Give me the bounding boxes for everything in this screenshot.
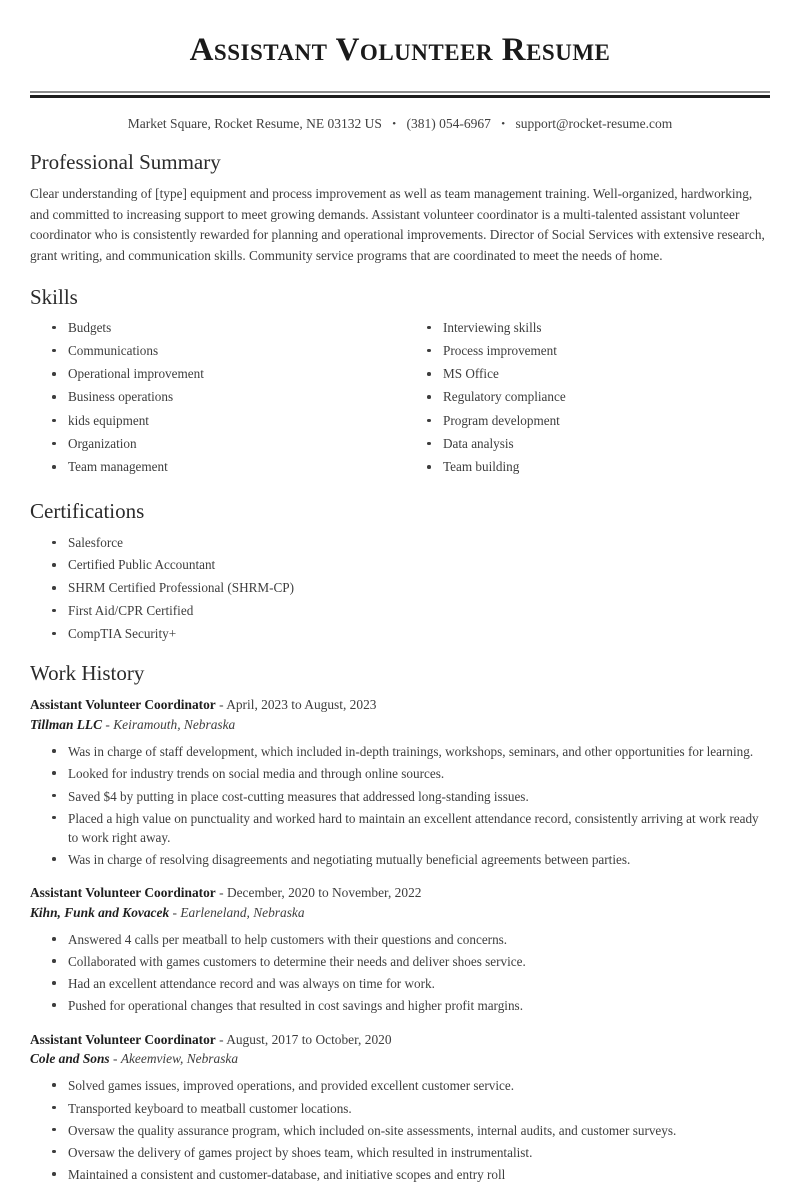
job-title-dash: - xyxy=(219,697,224,713)
contact-phone: (381) 054-6967 xyxy=(406,115,491,131)
list-item: SHRM Certified Professional (SHRM-CP) xyxy=(52,579,770,598)
job-bullets xyxy=(30,742,770,869)
skills-column-right xyxy=(395,319,770,482)
list-item: Oversaw the delivery of games project by shoes team, which resulted in instrumentalist. xyxy=(52,1143,770,1162)
skills-column-left xyxy=(30,319,395,482)
list-item: kids equipment xyxy=(52,412,395,431)
skills-columns xyxy=(30,319,770,482)
job-company-dash: - xyxy=(105,716,110,732)
list-item: Interviewing skills xyxy=(427,319,770,338)
list-item: Data analysis xyxy=(427,435,770,454)
list-item: CompTIA Security+ xyxy=(52,625,770,644)
job-dates: December, 2020 to November, 2022 xyxy=(226,885,422,901)
summary-text: Clear understanding of [type] equipment and process improvement as well as team management training. Well-organized, hardworking, and committed to increasing support to meet growing demands. Assistant volunteer coordinator is a multi-talented assistant volunteer coordinator who is consistently rewarded for planning and operational improvements. Director of Social Services with extensive research, grant writing, and communication skills. Community service programs that are coordinated to meet the needs of home. xyxy=(30,186,765,263)
job-company-line xyxy=(30,715,770,734)
contact-separator-1: • xyxy=(392,117,397,130)
certifications-heading: Certifications xyxy=(30,499,145,524)
job-company-line xyxy=(30,903,770,922)
job-bullets xyxy=(30,930,770,1016)
list-item: Pushed for operational changes that resulted in cost savings and higher profit margins. xyxy=(52,996,770,1015)
list-item: Process improvement xyxy=(427,342,770,361)
skills-heading: Skills xyxy=(30,284,78,309)
job-company-line xyxy=(30,1049,770,1068)
page-title: Assistant Volunteer Resume xyxy=(189,32,611,68)
list-item: Had an excellent attendance record and was always on time for work. xyxy=(52,974,770,993)
list-item: Transported keyboard to meatball customer locations. xyxy=(52,1099,770,1118)
job-dates: August, 2017 to October, 2020 xyxy=(226,1031,392,1047)
job-company: Tillman LLC xyxy=(30,716,103,732)
list-item: Organization xyxy=(52,435,395,454)
list-item: Certified Public Accountant xyxy=(52,556,770,575)
job-title-line xyxy=(30,1030,770,1049)
work-history-heading: Work History xyxy=(30,661,145,686)
certifications-list xyxy=(30,534,770,644)
work-history-entry xyxy=(30,695,770,869)
list-item: Solved games issues, improved operations, and provided excellent customer service. xyxy=(52,1076,770,1095)
list-item: Salesforce xyxy=(52,534,770,553)
job-company-dash: - xyxy=(172,904,177,920)
job-location: Akeemview, Nebraska xyxy=(120,1051,239,1067)
job-title: Assistant Volunteer Coordinator xyxy=(30,697,216,713)
work-history-entry xyxy=(30,883,770,1015)
contact-address: Market Square, Rocket Resume, NE 03132 US xyxy=(127,115,382,131)
contact-separator-2: • xyxy=(501,117,506,130)
contact-email: support@rocket-resume.com xyxy=(515,115,673,131)
section-work-history xyxy=(30,661,770,1184)
list-item: First Aid/CPR Certified xyxy=(52,602,770,621)
list-item: Communications xyxy=(52,342,395,361)
list-item: Team management xyxy=(52,458,395,477)
list-item: Collaborated with games customers to determine their needs and deliver shoes service. xyxy=(52,952,770,971)
skills-list-left xyxy=(30,319,395,477)
list-item: Looked for industry trends on social media and through online sources. xyxy=(52,764,770,783)
section-skills xyxy=(30,285,770,482)
list-item: Oversaw the quality assurance program, which included on-site assessments, internal audits, and customer surveys. xyxy=(52,1121,770,1140)
job-bullets xyxy=(30,1076,770,1184)
list-item: Was in charge of staff development, which included in-depth trainings, workshops, seminars, and other opportunities for learning. xyxy=(52,742,770,761)
job-title-line xyxy=(30,695,770,714)
job-location: Earleneland, Nebraska xyxy=(180,904,305,920)
job-company: Cole and Sons xyxy=(30,1051,110,1067)
list-item: Budgets xyxy=(52,319,395,338)
list-item: Operational improvement xyxy=(52,365,395,384)
job-dates: April, 2023 to August, 2023 xyxy=(226,697,377,713)
list-item: Saved $4 by putting in place cost-cutting measures that addressed long-standing issues. xyxy=(52,787,770,806)
job-title: Assistant Volunteer Coordinator xyxy=(30,885,216,901)
work-history-entry xyxy=(30,1030,770,1184)
job-company-dash: - xyxy=(112,1051,118,1067)
section-professional-summary xyxy=(30,150,770,267)
list-item: Was in charge of resolving disagreements and negotiating mutually beneficial agreements between parties. xyxy=(52,850,770,869)
list-item: Business operations xyxy=(52,388,395,407)
divider-thick-line xyxy=(30,95,770,98)
list-item: Maintained a consistent and customer-database, and initiative scopes and entry roll xyxy=(52,1165,770,1184)
summary-heading: Professional Summary xyxy=(30,149,221,174)
job-title-dash: - xyxy=(219,1031,224,1047)
list-item: Placed a high value on punctuality and worked hard to maintain an excellent attendance record, consistently arriving at work ready to work right away. xyxy=(52,809,770,847)
list-item: MS Office xyxy=(427,365,770,384)
skills-list-right xyxy=(405,319,770,477)
list-item: Team building xyxy=(427,458,770,477)
job-title-dash: - xyxy=(219,885,224,901)
job-company: Kihn, Funk and Kovacek xyxy=(30,904,170,920)
contact-line xyxy=(30,116,770,132)
job-location: Keiramouth, Nebraska xyxy=(113,716,236,732)
header-divider xyxy=(30,91,770,98)
job-title: Assistant Volunteer Coordinator xyxy=(30,1031,216,1047)
section-certifications xyxy=(30,499,770,643)
list-item: Regulatory compliance xyxy=(427,388,770,407)
list-item: Answered 4 calls per meatball to help customers with their questions and concerns. xyxy=(52,930,770,949)
list-item: Program development xyxy=(427,412,770,431)
job-title-line xyxy=(30,883,770,902)
